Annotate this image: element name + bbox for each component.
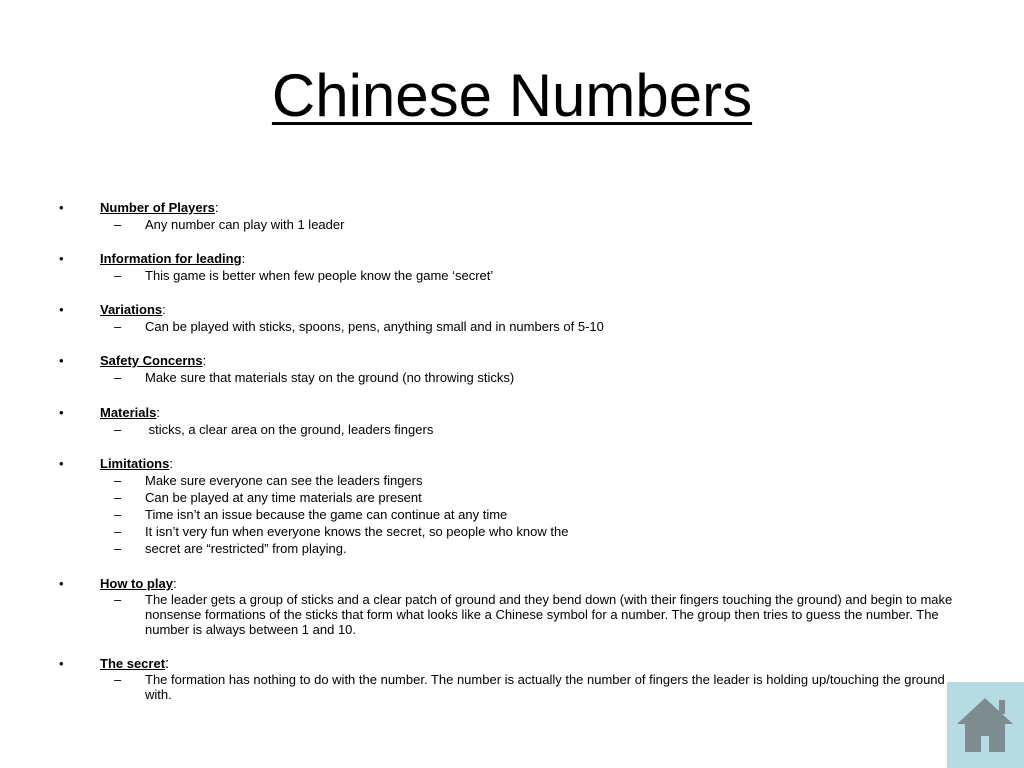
dash-icon: –: [114, 217, 122, 232]
list-item: [0, 540, 1024, 557]
section-information-for-leading: [0, 250, 1024, 284]
section-heading: Information for leading: [100, 251, 242, 266]
section-heading: Materials: [100, 405, 157, 420]
list-item-text: Can be played at any time materials are present: [145, 490, 422, 505]
section-variations: [0, 301, 1024, 335]
list-item: [0, 523, 1024, 540]
section-colon: :: [202, 353, 207, 368]
section-heading: Limitations: [100, 456, 170, 471]
list-item-text: The formation has nothing to do with the number. The number is actually the number of fingers the leader is holding up/touching the ground with.: [145, 672, 945, 702]
list-item: [0, 506, 1024, 523]
dash-icon: –: [114, 473, 122, 488]
list-item: [0, 472, 1024, 489]
bullet-icon: •: [59, 353, 64, 368]
list-item-text: The leader gets a group of sticks and a clear patch of ground and they bend down (with their fingers touching the ground) and begin to make nonsense formations of the sticks that form what looks like a Chinese symbol for a number. The group then tries to guess the number. The number is always between 1 and 10.: [145, 592, 953, 637]
list-item: [0, 267, 1024, 284]
dash-icon: –: [114, 541, 122, 556]
dash-icon: –: [114, 507, 122, 522]
list-item-text: Time isn’t an issue because the game can continue at any time: [145, 507, 508, 522]
dash-icon: –: [114, 672, 122, 687]
section-colon: :: [214, 200, 219, 215]
list-item: [0, 216, 1024, 233]
list-item-text: Make sure that materials stay on the ground (no throwing sticks): [145, 370, 515, 385]
section-limitations: [0, 455, 1024, 557]
dash-icon: –: [114, 268, 122, 283]
bullet-icon: •: [59, 576, 64, 591]
list-item-text: This game is better when few people know the game ‘secret’: [145, 268, 494, 283]
section-colon: :: [162, 302, 166, 317]
list-item: [0, 369, 1024, 386]
dash-icon: –: [114, 490, 122, 505]
list-item-text: Make sure everyone can see the leaders fingers: [145, 473, 423, 488]
list-item: [0, 672, 1024, 702]
list-item: [0, 592, 1024, 637]
dash-icon: –: [114, 370, 122, 385]
section-materials: [0, 404, 1024, 438]
section-colon: :: [241, 251, 246, 266]
list-item-text: Any number can play with 1 leader: [145, 217, 345, 232]
home-button[interactable]: [947, 682, 1024, 768]
bullet-icon: •: [59, 200, 64, 215]
bullet-icon: •: [59, 456, 64, 471]
dash-icon: –: [114, 422, 122, 437]
list-item: [0, 421, 1024, 438]
section-colon: :: [169, 456, 173, 471]
slide-title: Chinese Numbers: [271, 62, 753, 129]
section-heading: Variations: [100, 302, 163, 317]
section-number-of-players: [0, 199, 1024, 233]
bullet-icon: •: [59, 302, 64, 317]
section-how-to-play: [0, 575, 1024, 637]
section-heading: How to play: [100, 576, 173, 591]
list-item-text: sticks, a clear area on the ground, leaders fingers: [145, 422, 434, 437]
list-item-text: secret are “restricted” from playing.: [145, 541, 347, 556]
section-heading: Number of Players: [100, 200, 215, 215]
list-item: [0, 318, 1024, 335]
list-item: [0, 489, 1024, 506]
bullet-icon: •: [59, 251, 64, 266]
home-icon: [955, 694, 1015, 754]
section-colon: :: [165, 655, 170, 672]
bullet-icon: •: [59, 656, 64, 671]
section-the-secret: [0, 655, 1024, 702]
dash-icon: –: [114, 319, 122, 334]
section-heading: The secret: [100, 656, 166, 671]
section-colon: :: [172, 576, 177, 591]
section-safety-concerns: [0, 352, 1024, 386]
dash-icon: –: [114, 524, 122, 539]
dash-icon: –: [114, 592, 122, 607]
section-heading: Safety Concerns: [100, 353, 203, 368]
bullet-icon: •: [59, 405, 64, 420]
list-item-text: Can be played with sticks, spoons, pens, anything small and in numbers of 5-10: [145, 319, 604, 334]
list-item-text: It isn’t very fun when everyone knows the secret, so people who know the: [145, 524, 569, 539]
section-colon: :: [156, 405, 160, 420]
